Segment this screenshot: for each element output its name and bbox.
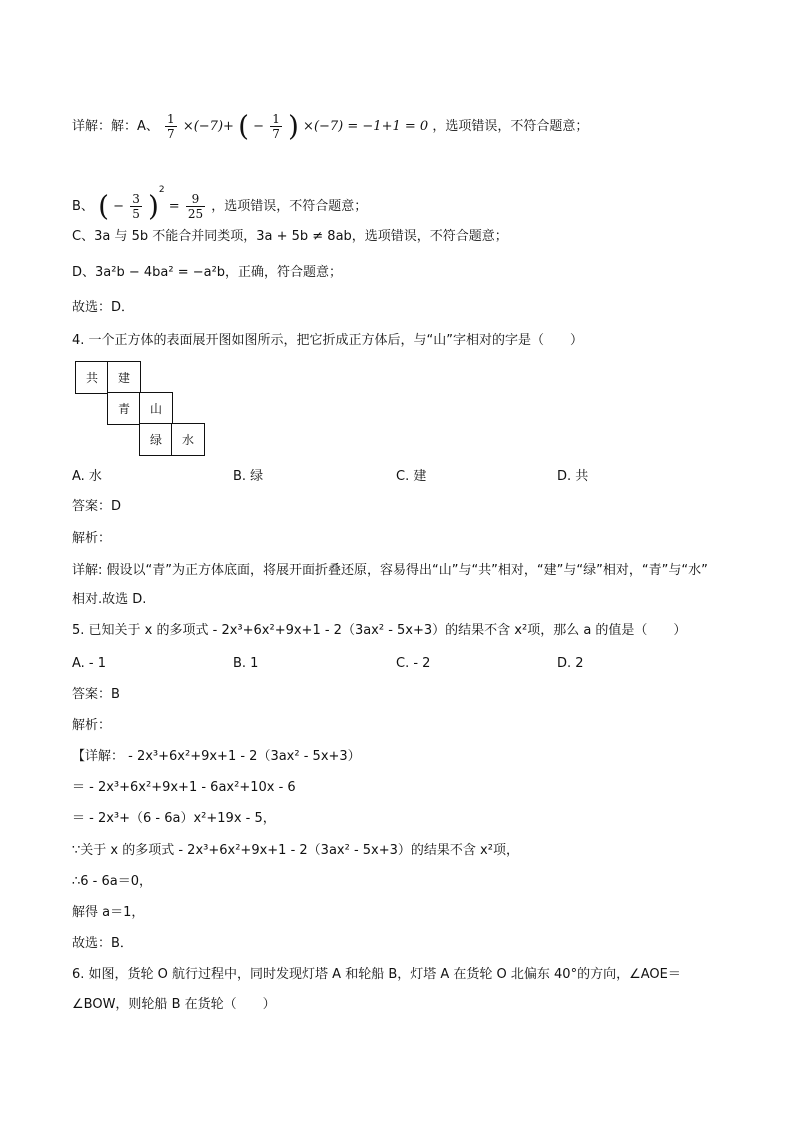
step-3: ＝ - 2x³+（6 - 6a）x²+19x - 5， bbox=[72, 811, 276, 826]
cube-face-gong: 共 bbox=[75, 361, 109, 394]
fraction-neg-1-7 bbox=[270, 112, 282, 141]
math-segment: ×(−7)+ bbox=[182, 119, 234, 134]
answer-choice-line: 故选：D． bbox=[72, 300, 135, 315]
minus-sign: − bbox=[113, 199, 125, 214]
fraction-1-7 bbox=[165, 112, 177, 141]
denominator: 7 bbox=[272, 127, 280, 141]
verdict-text: ，选项错误，不符合题意； bbox=[432, 119, 589, 134]
cube-face-jian: 建 bbox=[107, 361, 141, 394]
right-paren: ) bbox=[147, 189, 159, 223]
minus-sign: − bbox=[253, 119, 265, 134]
q4-option-a: A. 水 bbox=[72, 469, 102, 484]
cube-net-diagram bbox=[75, 361, 207, 457]
left-paren: ( bbox=[98, 189, 109, 223]
q4-option-b: B. 绿 bbox=[233, 469, 264, 484]
question-4: 4. 一个正方体的表面展开图如图所示，把它折成正方体后，与“山”字相对的字是（ ） bbox=[72, 333, 584, 348]
solution-line-b bbox=[72, 170, 367, 227]
cube-face-shan: 山 bbox=[139, 392, 173, 425]
step-6: 解得 a＝1， bbox=[72, 905, 145, 920]
denominator: 7 bbox=[167, 127, 175, 141]
numerator: 9 bbox=[186, 192, 205, 207]
fraction-3-5 bbox=[130, 192, 142, 221]
q5-option-c: C. - 2 bbox=[396, 656, 431, 671]
solution-line-c: C、3a 与 5b 不能合并同类项，3a + 5b ≠ 8ab，选项错误，不符合题意； bbox=[72, 229, 508, 244]
cube-face-shui: 水 bbox=[171, 423, 205, 456]
solution-line-d: D、3a²b − 4ba² = −a²b，正确，符合题意； bbox=[72, 265, 343, 280]
analysis-5-label: 解析： bbox=[72, 718, 112, 733]
denominator: 25 bbox=[187, 207, 204, 221]
question-6-line-2: ∠BOW，则轮船 B 在货轮（ ） bbox=[72, 997, 276, 1012]
math-segment: ×(−7) = −1+1 = 0 bbox=[303, 119, 429, 134]
solution-line-a bbox=[72, 110, 588, 144]
equals-sign: = bbox=[168, 199, 180, 214]
verdict-text: ，选项错误，不符合题意； bbox=[211, 199, 368, 214]
right-paren: ) bbox=[287, 109, 299, 143]
step-7: 故选：B． bbox=[72, 936, 133, 951]
cube-face-qing: 青 bbox=[107, 392, 141, 425]
question-5: 5. 已知关于 x 的多项式 - 2x³+6x²+9x+1 - 2（3ax² - 5x+3）的结果不含 x²项，那么 a 的值是（ ） bbox=[72, 623, 687, 638]
step-2: ＝ - 2x³+6x²+9x+1 - 6ax²+10x - 6 bbox=[72, 780, 296, 795]
analysis-4-text-1: 详解: 假设以“青”为正方体底面，将展开面折叠还原，容易得出“山”与“共”相对，“建”与“绿”相对，“青”与“水” bbox=[72, 563, 708, 578]
denominator: 5 bbox=[132, 207, 140, 221]
analysis-4-label: 解析： bbox=[72, 531, 112, 546]
numerator: 1 bbox=[167, 112, 175, 126]
numerator: 3 bbox=[132, 192, 140, 206]
exponent: 2 bbox=[158, 185, 165, 195]
numerator: 1 bbox=[272, 112, 280, 126]
step-4: ∵关于 x 的多项式 - 2x³+6x²+9x+1 - 2（3ax² - 5x+3）的结果不含 x²项， bbox=[72, 843, 519, 858]
solution-label: 详解：解：A、 bbox=[72, 119, 159, 134]
q5-option-a: A. - 1 bbox=[72, 656, 107, 671]
answer-5: 答案：B bbox=[72, 687, 120, 702]
option-label: B、 bbox=[72, 199, 94, 214]
q5-option-b: B. 1 bbox=[233, 656, 259, 671]
q4-option-d: D. 共 bbox=[557, 469, 589, 484]
analysis-4-text-2: 相对.故选 D. bbox=[72, 592, 147, 607]
question-6-line-1: 6. 如图，货轮 O 航行过程中，同时发现灯塔 A 和轮船 B，灯塔 A 在货轮 O 北偏东 40°的方向，∠AOE＝ bbox=[72, 967, 681, 982]
answer-4: 答案：D bbox=[72, 499, 122, 514]
step-1: 【详解： - 2x³+6x²+9x+1 - 2（3ax² - 5x+3） bbox=[72, 749, 361, 764]
q5-option-d: D. 2 bbox=[557, 656, 584, 671]
fraction-9-25 bbox=[186, 192, 205, 221]
left-paren: ( bbox=[238, 109, 249, 143]
step-5: ∴6 - 6a＝0， bbox=[72, 874, 153, 889]
q4-option-c: C. 建 bbox=[396, 469, 427, 484]
cube-face-lv: 绿 bbox=[139, 423, 173, 456]
